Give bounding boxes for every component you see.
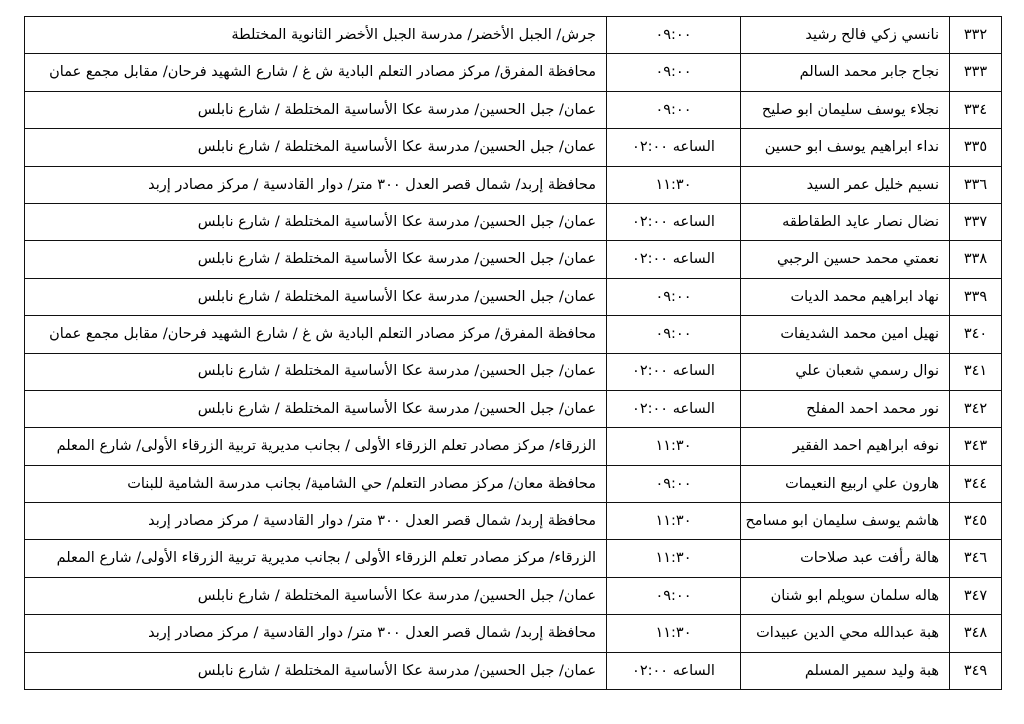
table-row (25, 465, 1002, 502)
location-cell: محافظة إربد/ شمال قصر العدل ٣٠٠ متر/ دوار القادسية / مركز مصادر إربد (25, 166, 607, 203)
location-cell: عمان/ جبل الحسين/ مدرسة عكا الأساسية المختلطة / شارع نابلس (25, 278, 607, 315)
table-row (25, 615, 1002, 652)
name-cell: هارون علي اربيع النعيمات (741, 465, 950, 502)
name-cell: نعمتي محمد حسين الرجبي (741, 241, 950, 278)
name-cell: نهاد ابراهيم محمد الديات (741, 278, 950, 315)
time-cell: الساعه ٠٢:٠٠ (607, 353, 741, 390)
location-cell: الزرقاء/ مركز مصادر تعلم الزرقاء الأولى / بجانب مديرية تربية الزرقاء الأولى/ شارع المعلم (25, 540, 607, 577)
name-cell: نجلاء يوسف سليمان ابو صليح (741, 91, 950, 128)
name-cell: نور محمد احمد المفلح (741, 390, 950, 427)
roster-table (24, 16, 1002, 690)
table-row (25, 241, 1002, 278)
row-number-cell: ٣٤٥ (950, 503, 1002, 540)
time-cell: ٠٩:٠٠ (607, 577, 741, 614)
row-number-cell: ٣٤٦ (950, 540, 1002, 577)
row-number-cell: ٣٣٦ (950, 166, 1002, 203)
location-cell: محافظة المفرق/ مركز مصادر التعلم البادية ش غ / شارع الشهيد فرحان/ مقابل مجمع عمان (25, 316, 607, 353)
name-cell: هاله سلمان سويلم ابو شنان (741, 577, 950, 614)
row-number-cell: ٣٣٢ (950, 17, 1002, 54)
location-cell: الزرقاء/ مركز مصادر تعلم الزرقاء الأولى / بجانب مديرية تربية الزرقاء الأولى/ شارع المعلم (25, 428, 607, 465)
time-cell: ٠٩:٠٠ (607, 278, 741, 315)
location-cell: عمان/ جبل الحسين/ مدرسة عكا الأساسية المختلطة / شارع نابلس (25, 652, 607, 689)
time-cell: ١١:٣٠ (607, 615, 741, 652)
table-row (25, 91, 1002, 128)
name-cell: هبة عبدالله محي الدين عبيدات (741, 615, 950, 652)
table-row (25, 166, 1002, 203)
name-cell: نداء ابراهيم يوسف ابو حسين (741, 129, 950, 166)
table-row (25, 428, 1002, 465)
location-cell: محافظة المفرق/ مركز مصادر التعلم البادية ش غ / شارع الشهيد فرحان/ مقابل مجمع عمان (25, 54, 607, 91)
location-cell: جرش/ الجبل الأخضر/ مدرسة الجبل الأخضر الثانوية المختلطة (25, 17, 607, 54)
table-row (25, 503, 1002, 540)
row-number-cell: ٣٣٥ (950, 129, 1002, 166)
table-row (25, 129, 1002, 166)
location-cell: محافظة إربد/ شمال قصر العدل ٣٠٠ متر/ دوار القادسية / مركز مصادر إربد (25, 615, 607, 652)
table-row (25, 17, 1002, 54)
row-number-cell: ٣٤٣ (950, 428, 1002, 465)
time-cell: ٠٩:٠٠ (607, 465, 741, 502)
table-row (25, 278, 1002, 315)
location-cell: عمان/ جبل الحسين/ مدرسة عكا الأساسية المختلطة / شارع نابلس (25, 390, 607, 427)
row-number-cell: ٣٤٩ (950, 652, 1002, 689)
name-cell: هالة رأفت عبد صلاحات (741, 540, 950, 577)
name-cell: هبة وليد سمير المسلم (741, 652, 950, 689)
row-number-cell: ٣٤٢ (950, 390, 1002, 427)
row-number-cell: ٣٣٣ (950, 54, 1002, 91)
location-cell: عمان/ جبل الحسين/ مدرسة عكا الأساسية المختلطة / شارع نابلس (25, 577, 607, 614)
time-cell: ١١:٣٠ (607, 166, 741, 203)
time-cell: الساعه ٠٢:٠٠ (607, 129, 741, 166)
time-cell: الساعه ٠٢:٠٠ (607, 203, 741, 240)
table-row (25, 540, 1002, 577)
row-number-cell: ٣٣٨ (950, 241, 1002, 278)
roster-sheet (24, 16, 1001, 690)
name-cell: هاشم يوسف سليمان ابو مسامح (741, 503, 950, 540)
location-cell: عمان/ جبل الحسين/ مدرسة عكا الأساسية المختلطة / شارع نابلس (25, 241, 607, 278)
name-cell: نجاح جابر محمد السالم (741, 54, 950, 91)
location-cell: محافظة معان/ مركز مصادر التعلم/ حي الشامية/ بجانب مدرسة الشامية للبنات (25, 465, 607, 502)
name-cell: نوال رسمي شعبان علي (741, 353, 950, 390)
time-cell: ١١:٣٠ (607, 540, 741, 577)
table-row (25, 353, 1002, 390)
table-row (25, 390, 1002, 427)
name-cell: نهيل امين محمد الشديفات (741, 316, 950, 353)
time-cell: الساعه ٠٢:٠٠ (607, 390, 741, 427)
row-number-cell: ٣٣٩ (950, 278, 1002, 315)
table-row (25, 203, 1002, 240)
time-cell: الساعه ٠٢:٠٠ (607, 241, 741, 278)
roster-table-body (25, 17, 1002, 690)
name-cell: نضال نصار عايد الطقاطقه (741, 203, 950, 240)
table-row (25, 652, 1002, 689)
time-cell: ٠٩:٠٠ (607, 91, 741, 128)
location-cell: عمان/ جبل الحسين/ مدرسة عكا الأساسية المختلطة / شارع نابلس (25, 203, 607, 240)
table-row (25, 577, 1002, 614)
row-number-cell: ٣٣٧ (950, 203, 1002, 240)
name-cell: نسيم خليل عمر السيد (741, 166, 950, 203)
time-cell: ١١:٣٠ (607, 503, 741, 540)
row-number-cell: ٣٣٤ (950, 91, 1002, 128)
row-number-cell: ٣٤١ (950, 353, 1002, 390)
row-number-cell: ٣٤٧ (950, 577, 1002, 614)
location-cell: محافظة إربد/ شمال قصر العدل ٣٠٠ متر/ دوار القادسية / مركز مصادر إربد (25, 503, 607, 540)
row-number-cell: ٣٤٤ (950, 465, 1002, 502)
name-cell: نانسي زكي فالح رشيد (741, 17, 950, 54)
table-row (25, 316, 1002, 353)
location-cell: عمان/ جبل الحسين/ مدرسة عكا الأساسية المختلطة / شارع نابلس (25, 129, 607, 166)
time-cell: الساعه ٠٢:٠٠ (607, 652, 741, 689)
row-number-cell: ٣٤٠ (950, 316, 1002, 353)
location-cell: عمان/ جبل الحسين/ مدرسة عكا الأساسية المختلطة / شارع نابلس (25, 353, 607, 390)
time-cell: ١١:٣٠ (607, 428, 741, 465)
time-cell: ٠٩:٠٠ (607, 54, 741, 91)
time-cell: ٠٩:٠٠ (607, 17, 741, 54)
time-cell: ٠٩:٠٠ (607, 316, 741, 353)
row-number-cell: ٣٤٨ (950, 615, 1002, 652)
name-cell: نوفه ابراهيم احمد الفقير (741, 428, 950, 465)
location-cell: عمان/ جبل الحسين/ مدرسة عكا الأساسية المختلطة / شارع نابلس (25, 91, 607, 128)
table-row (25, 54, 1002, 91)
